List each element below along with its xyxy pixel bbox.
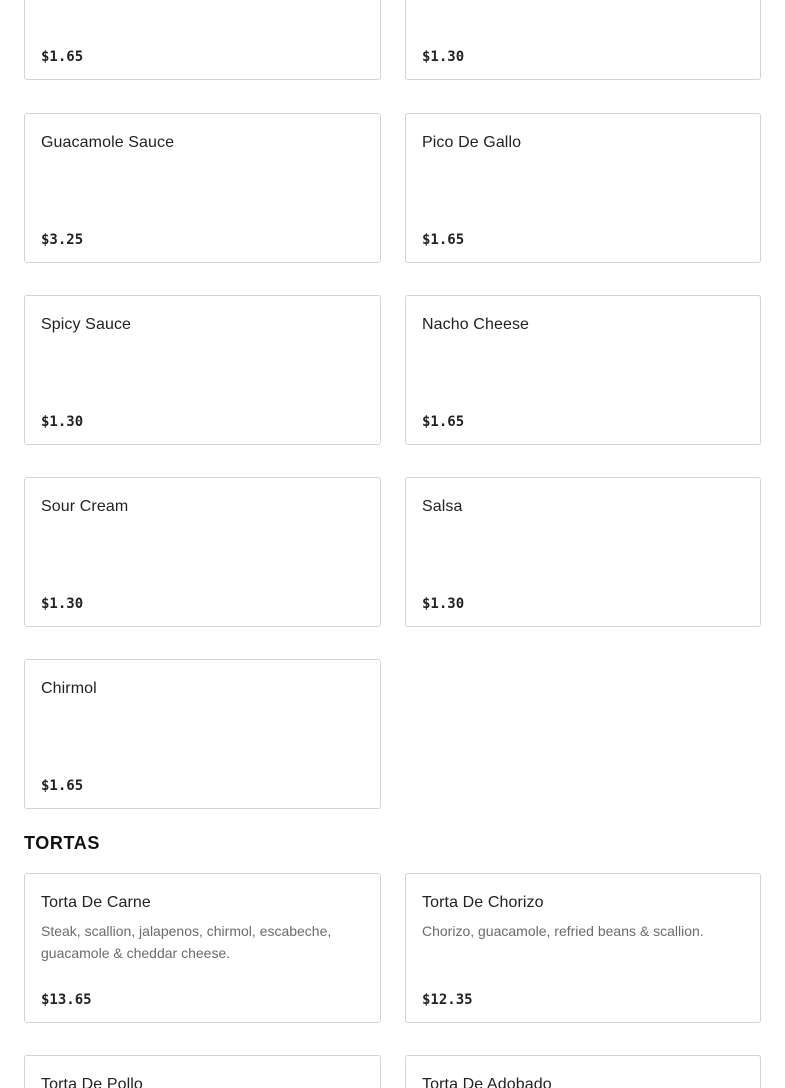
item-price: $1.30 bbox=[41, 596, 84, 612]
section-title-tortas: TORTAS bbox=[24, 833, 100, 853]
item-price: $1.30 bbox=[422, 49, 465, 65]
item-name: Spicy Sauce bbox=[41, 316, 132, 333]
menu-item-card[interactable] bbox=[405, 873, 761, 1023]
item-price: $12.35 bbox=[422, 992, 473, 1008]
item-description: Chorizo, guacamole, refried beans & scallion. bbox=[422, 923, 704, 939]
item-name: Salsa bbox=[422, 498, 463, 515]
item-name: Nacho Cheese bbox=[422, 316, 530, 333]
item-name: Torta De Chorizo bbox=[422, 894, 544, 911]
menu-item-card[interactable] bbox=[24, 873, 381, 1023]
item-name: Torta De Adobado bbox=[422, 1076, 552, 1088]
item-price: $1.30 bbox=[422, 596, 465, 612]
menu-item-card[interactable] bbox=[405, 113, 761, 263]
item-price: $1.65 bbox=[41, 49, 84, 65]
item-price: $3.25 bbox=[41, 232, 84, 248]
item-name: Torta De Pollo bbox=[41, 1076, 143, 1088]
menu-item-card[interactable] bbox=[24, 1055, 381, 1088]
item-name: Pico De Gallo bbox=[422, 134, 522, 151]
item-price: $1.65 bbox=[422, 232, 465, 248]
menu-item-card[interactable] bbox=[405, 1055, 761, 1088]
menu-item-card[interactable] bbox=[24, 659, 381, 809]
menu-item-card[interactable] bbox=[405, 0, 761, 80]
item-description: Steak, scallion, jalapenos, chirmol, escabeche, guacamole & cheddar cheese. bbox=[41, 923, 332, 961]
menu-item-card[interactable] bbox=[24, 113, 381, 263]
menu-item-card[interactable] bbox=[405, 477, 761, 627]
menu-item-card[interactable] bbox=[24, 477, 381, 627]
menu-item-card[interactable] bbox=[405, 295, 761, 445]
menu-item-card[interactable] bbox=[24, 295, 381, 445]
menu-item-card[interactable] bbox=[24, 0, 381, 80]
item-price: $1.65 bbox=[422, 414, 465, 430]
item-name: Sour Cream bbox=[41, 498, 129, 515]
item-price: $1.65 bbox=[41, 778, 84, 794]
item-price: $1.30 bbox=[41, 414, 84, 430]
item-price: $13.65 bbox=[41, 992, 92, 1008]
item-name: Guacamole Sauce bbox=[41, 134, 175, 151]
item-name: Torta De Carne bbox=[41, 894, 151, 911]
item-name: Chirmol bbox=[41, 680, 97, 697]
